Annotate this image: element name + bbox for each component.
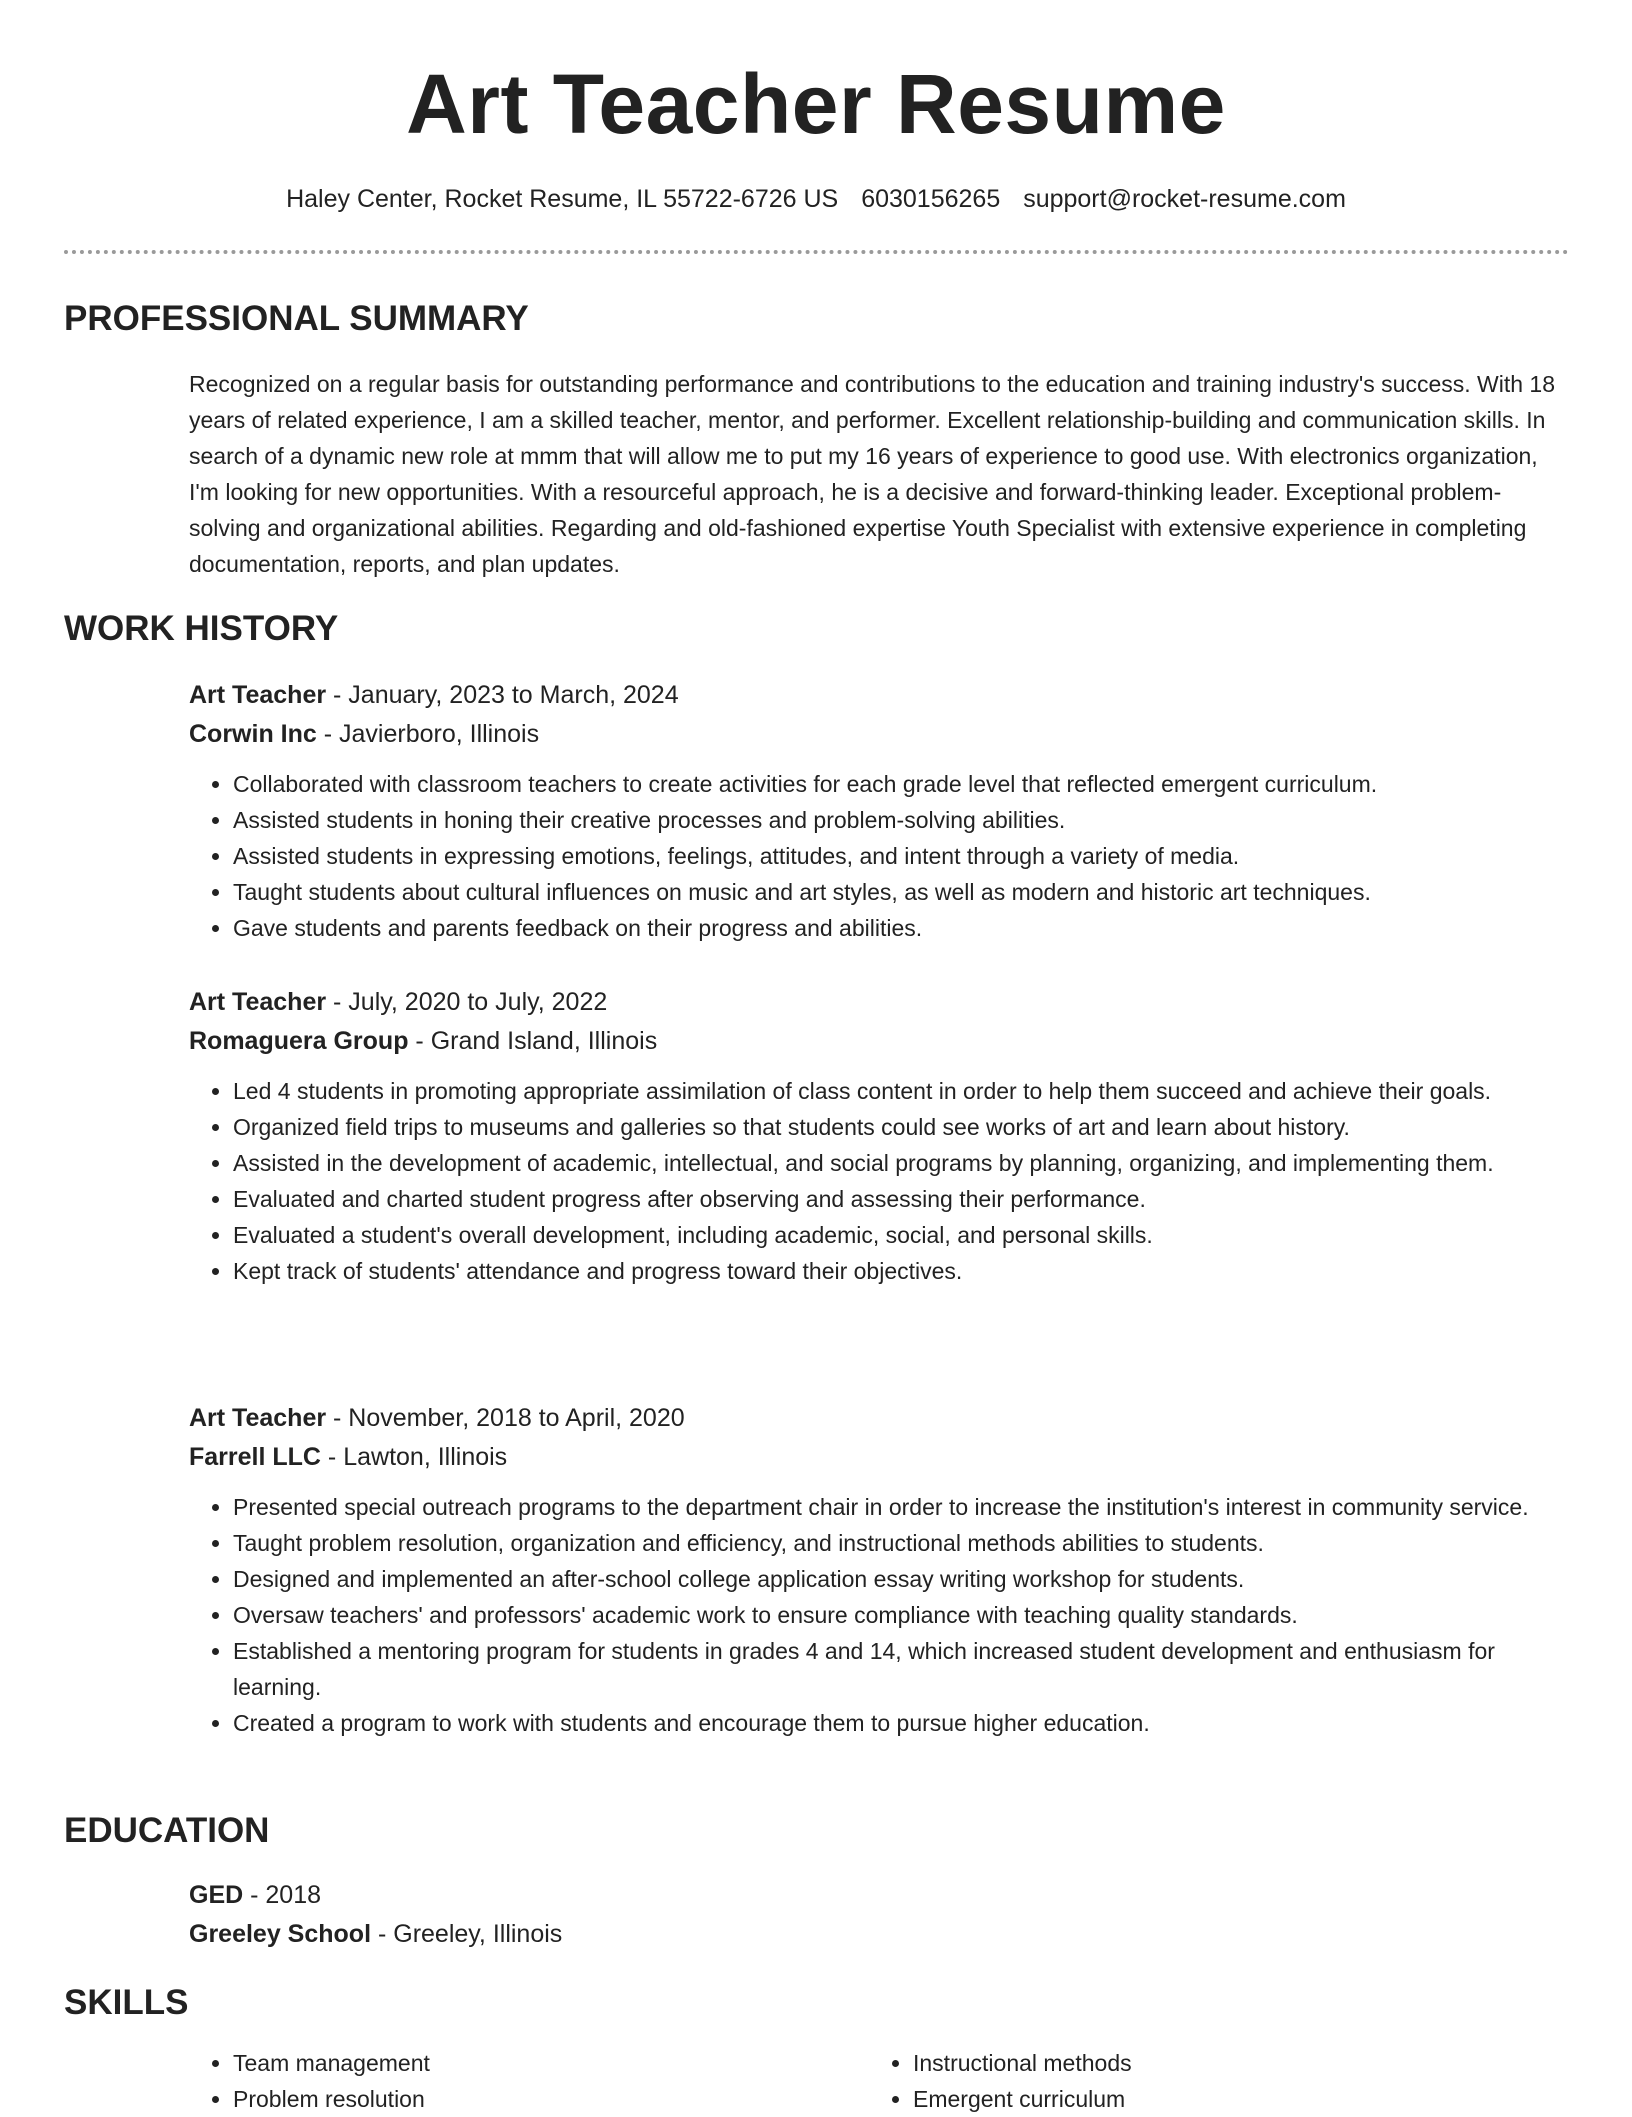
job-bullet: • Gave students and parents feedback on their progress and abilities. [233,910,1569,946]
job-dates: - July, 2020 to July, 2022 [326,988,608,1016]
skills-column-right [869,2045,1549,2117]
education-degree: GED [189,1881,244,1909]
job-bullet: • Led 4 students in promoting appropriate assimilation of class content in order to help them succeed and achieve their goals. [233,1073,1569,1109]
job-title-line [189,1399,1569,1438]
skill-item: • Team management [233,2045,869,2081]
summary-text: Recognized on a regular basis for outstanding performance and contributions to the education and training industry's success. With 18 years of related experience, I am a skilled teacher, mentor, and performer. Excellent relationship-building and communication skills. In search of a dynamic new role at mmm that will allow me to put my 16 years of experience to good use. With electronics organization, I'm looking for new opportunities. With a resourceful approach, he is a decisive and forward-thinking leader. Exceptional problem-solving and organizational abilities. Regarding and old-fashioned expertise Youth Specialist with extensive experience in completing documentation, reports, and plan updates. [189,371,1556,577]
job-company: Corwin Inc [189,720,317,748]
job-company: Farrell LLC [189,1443,321,1471]
job-bullet: • Assisted students in expressing emotions, feelings, attitudes, and intent through a variety of media. [233,838,1569,874]
job-bullet: • Collaborated with classroom teachers to create activities for each grade level that reflected emergent curriculum. [233,766,1569,802]
job-title: Art Teacher [189,681,327,709]
resume-title: Art Teacher Resume [406,57,1226,151]
job-company: Romaguera Group [189,1027,409,1055]
job-entry [189,983,1569,1289]
education-school: Greeley School [189,1920,372,1948]
contact-email: support@rocket-resume.com [1023,185,1346,213]
job-bullet: • Kept track of students' attendance and progress toward their objectives. [233,1253,1569,1289]
job-bullet: • Evaluated and charted student progress after observing and assessing their performance. [233,1181,1569,1217]
job-location: - Grand Island, Illinois [408,1027,658,1055]
skills-column-left [189,2045,869,2117]
summary-heading: PROFESSIONAL SUMMARY [64,299,529,338]
skill-item: • Emergent curriculum [913,2081,1549,2117]
job-bullet: • Organized field trips to museums and galleries so that students could see works of art and learn about history. [233,1109,1569,1145]
contact-phone: 6030156265 [861,185,1001,213]
job-bullet: • Taught students about cultural influences on music and art styles, as well as modern and historic art techniques. [233,874,1569,910]
job-company-line [189,1438,1569,1477]
skills-heading: SKILLS [64,1983,189,2022]
skills-list [189,2045,1569,2117]
contact-line [0,182,1632,216]
education-school-line [189,1915,1569,1954]
work-history-heading: WORK HISTORY [64,609,339,648]
education-degree-line [189,1876,1569,1915]
skill-item: • Instructional methods [913,2045,1549,2081]
contact-address: Haley Center, Rocket Resume, IL 55722-6726 US [286,185,839,213]
job-entry [189,1399,1569,1741]
job-dates: - November, 2018 to April, 2020 [326,1404,685,1432]
job-entry [189,676,1569,946]
job-location: - Javierboro, Illinois [316,720,540,748]
job-bullets [189,1489,1569,1741]
job-location: - Lawton, Illinois [320,1443,508,1471]
education-location: - Greeley, Illinois [371,1920,563,1948]
job-title-line [189,983,1569,1022]
job-title-line [189,676,1569,715]
job-bullet: • Created a program to work with students and encourage them to pursue higher education. [233,1705,1569,1741]
job-bullets [189,766,1569,946]
skill-item: • Problem resolution [233,2081,869,2117]
job-bullet: • Evaluated a student's overall development, including academic, social, and personal skills. [233,1217,1569,1253]
education-heading: EDUCATION [64,1811,270,1850]
job-bullet: • Assisted in the development of academic, intellectual, and social programs by planning, organizing, and implementing them. [233,1145,1569,1181]
job-bullet: • Designed and implemented an after-school college application essay writing workshop for students. [233,1561,1569,1597]
header-divider [64,250,1569,254]
job-bullet: • Established a mentoring program for students in grades 4 and 14, which increased student development and enthusiasm for learning. [233,1633,1569,1705]
job-bullet: • Presented special outreach programs to the department chair in order to increase the institution's interest in community service. [233,1489,1569,1525]
job-company-line [189,1022,1569,1061]
education-year: - 2018 [243,1881,322,1909]
job-title: Art Teacher [189,988,327,1016]
job-bullet: • Assisted students in honing their creative processes and problem-solving abilities. [233,802,1569,838]
job-bullet: • Oversaw teachers' and professors' academic work to ensure compliance with teaching quality standards. [233,1597,1569,1633]
job-title: Art Teacher [189,1404,327,1432]
education-entry [189,1876,1569,1954]
job-dates: - January, 2023 to March, 2024 [326,681,679,709]
job-company-line [189,715,1569,754]
job-bullets [189,1073,1569,1289]
job-bullet: • Taught problem resolution, organization and efficiency, and instructional methods abilities to students. [233,1525,1569,1561]
